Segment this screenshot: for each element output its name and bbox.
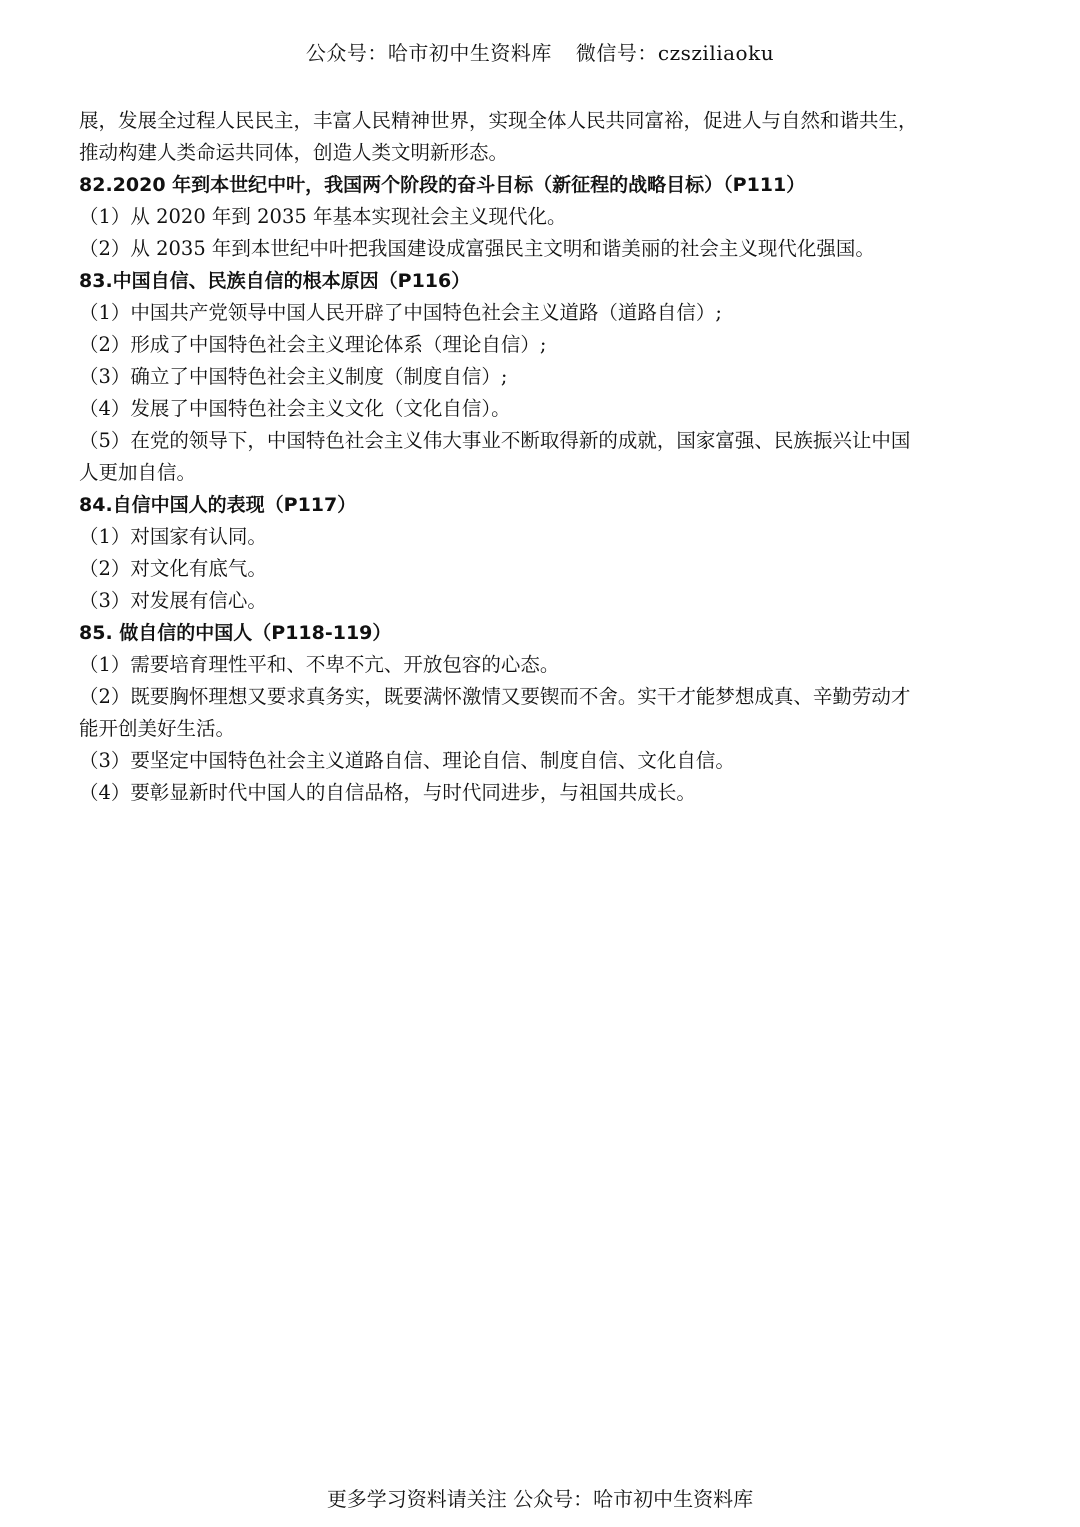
intro-line: 推动构建人类命运共同体，创造人类文明新形态。 [79,141,509,164]
list-item: （1）对国家有认同。 [79,525,267,548]
section-heading: 83.中国自信、民族自信的根本原因（P116） [79,270,471,292]
section-83 [79,265,1009,489]
list-item: （2）形成了中国特色社会主义理论体系（理论自信）; [79,333,547,356]
list-item: （3）要坚定中国特色社会主义道路自信、理论自信、制度自信、文化自信。 [79,749,735,772]
list-item: （3）确立了中国特色社会主义制度（制度自信）; [79,365,508,388]
header-wechat-id: 微信号：czsziliaoku [575,41,775,65]
list-item: （1）中国共产党领导中国人民开辟了中国特色社会主义道路（道路自信）; [79,301,722,324]
list-item: （2）对文化有底气。 [79,557,267,580]
section-82 [79,169,1009,265]
section-85 [79,617,1009,809]
document-body [79,105,1009,809]
page-header [0,38,1080,68]
list-item: （3）对发展有信心。 [79,589,267,612]
list-item-continuation: 人更加自信。 [79,461,197,484]
section-heading: 84.自信中国人的表现（P117） [79,494,357,516]
header-account-name: 公众号：哈市初中生资料库 [305,41,552,65]
list-item-continuation: 能开创美好生活。 [79,717,236,740]
list-item: （4）要彰显新时代中国人的自信品格，与时代同进步，与祖国共成长。 [79,781,696,804]
list-item: （4）发展了中国特色社会主义文化（文化自信）。 [79,397,511,420]
list-item: （2）从 2035 年到本世纪中叶把我国建设成富强民主文明和谐美丽的社会主义现代化强国。 [79,237,875,260]
section-heading: 82.2020 年到本世纪中叶，我国两个阶段的奋斗目标（新征程的战略目标）（P111） [79,174,806,196]
list-item: （5）在党的领导下，中国特色社会主义伟大事业不断取得新的成就，国家富强、民族振兴让中国 [79,429,911,452]
list-item: （1）需要培育理性平和、不卑不亢、开放包容的心态。 [79,653,560,676]
intro-line: 展，发展全过程人民民主，丰富人民精神世界，实现全体人民共同富裕，促进人与自然和谐共生， [79,109,918,132]
section-84 [79,489,1009,617]
page-footer: 更多学习资料请关注 公众号：哈市初中生资料库 [326,1487,754,1511]
list-item: （2）既要胸怀理想又要求真务实，既要满怀激情又要锲而不舍。实干才能梦想成真、辛勤劳动才 [79,685,911,708]
section-heading: 85. 做自信的中国人（P118-119） [79,622,392,644]
list-item: （1）从 2020 年到 2035 年基本实现社会主义现代化。 [79,205,567,228]
